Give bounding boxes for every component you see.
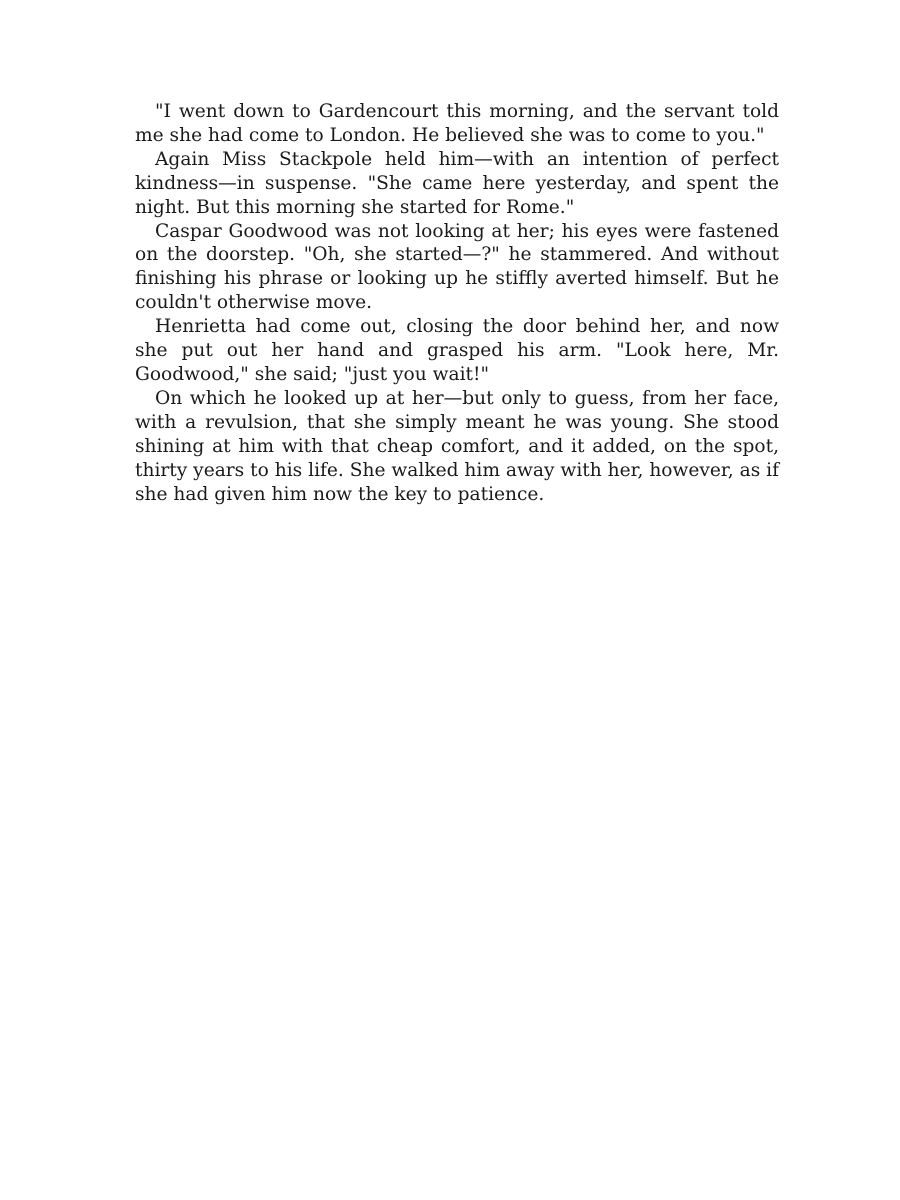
paragraph: Henrietta had come out, closing the door behind her, and now she put out her hand and grasped his arm. "Look here, Mr. Goodwood," she said; "just you wait!" <box>135 316 779 385</box>
paragraph: "I went down to Gardencourt this morning, and the servant told me she had come to London. He believed she was to come to you." <box>135 101 779 146</box>
paragraph: On which he looked up at her—but only to guess, from her face, with a revulsion, that she simply meant he was young. She stood shining at him with that cheap comfort, and it added, on the spot, thirty years to his life. She walked him away with her, however, as if she had given him now the key to patience. <box>135 387 779 505</box>
paragraph: Caspar Goodwood was not looking at her; his eyes were fastened on the doorstep. "Oh, she started—?" he stammered. And without finishing his phrase or looking up he stiffly averted himself. But he couldn't otherwise move. <box>135 220 779 314</box>
paragraph: Again Miss Stackpole held him—with an intention of perfect kindness—in suspense. "She came here yesterday, and spent the night. But this morning she started for Rome." <box>135 148 779 218</box>
book-page-text <box>135 100 779 506</box>
